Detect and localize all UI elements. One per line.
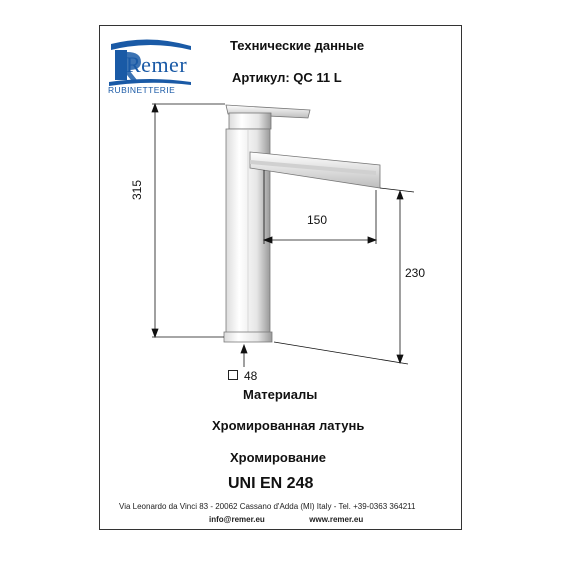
dimension-base-label: 48 — [244, 369, 258, 383]
dimension-spout-height-line — [274, 188, 414, 364]
lever-handle — [226, 105, 310, 129]
logo-word: Remer — [126, 52, 188, 77]
materials-heading: Материалы — [243, 387, 318, 402]
footer-address: Via Leonardo da Vinci 83 - 20062 Cassano d'Adda (MI) Italy - Tel. +39-0363 364211 — [119, 502, 416, 511]
dimension-reach-label: 150 — [307, 213, 328, 227]
dimension-height-label: 315 — [130, 179, 144, 200]
standard-label: UNI EN 248 — [228, 475, 314, 492]
faucet-base — [224, 332, 272, 342]
square-symbol-icon — [228, 370, 238, 380]
logo-subtitle: RUBINETTERIE — [108, 85, 176, 95]
footer-contacts: info@remer.eu www.remer.eu — [209, 515, 364, 524]
dimension-base-marker — [241, 345, 247, 367]
material-finish: Хромирование — [230, 450, 326, 465]
dimension-spout-height-label: 230 — [405, 266, 426, 280]
page-title: Технические данные — [230, 38, 365, 53]
dimension-height-line — [152, 104, 225, 337]
material-body: Хромированная латунь — [212, 418, 365, 433]
article-number: Артикул: QC 11 L — [232, 70, 342, 85]
